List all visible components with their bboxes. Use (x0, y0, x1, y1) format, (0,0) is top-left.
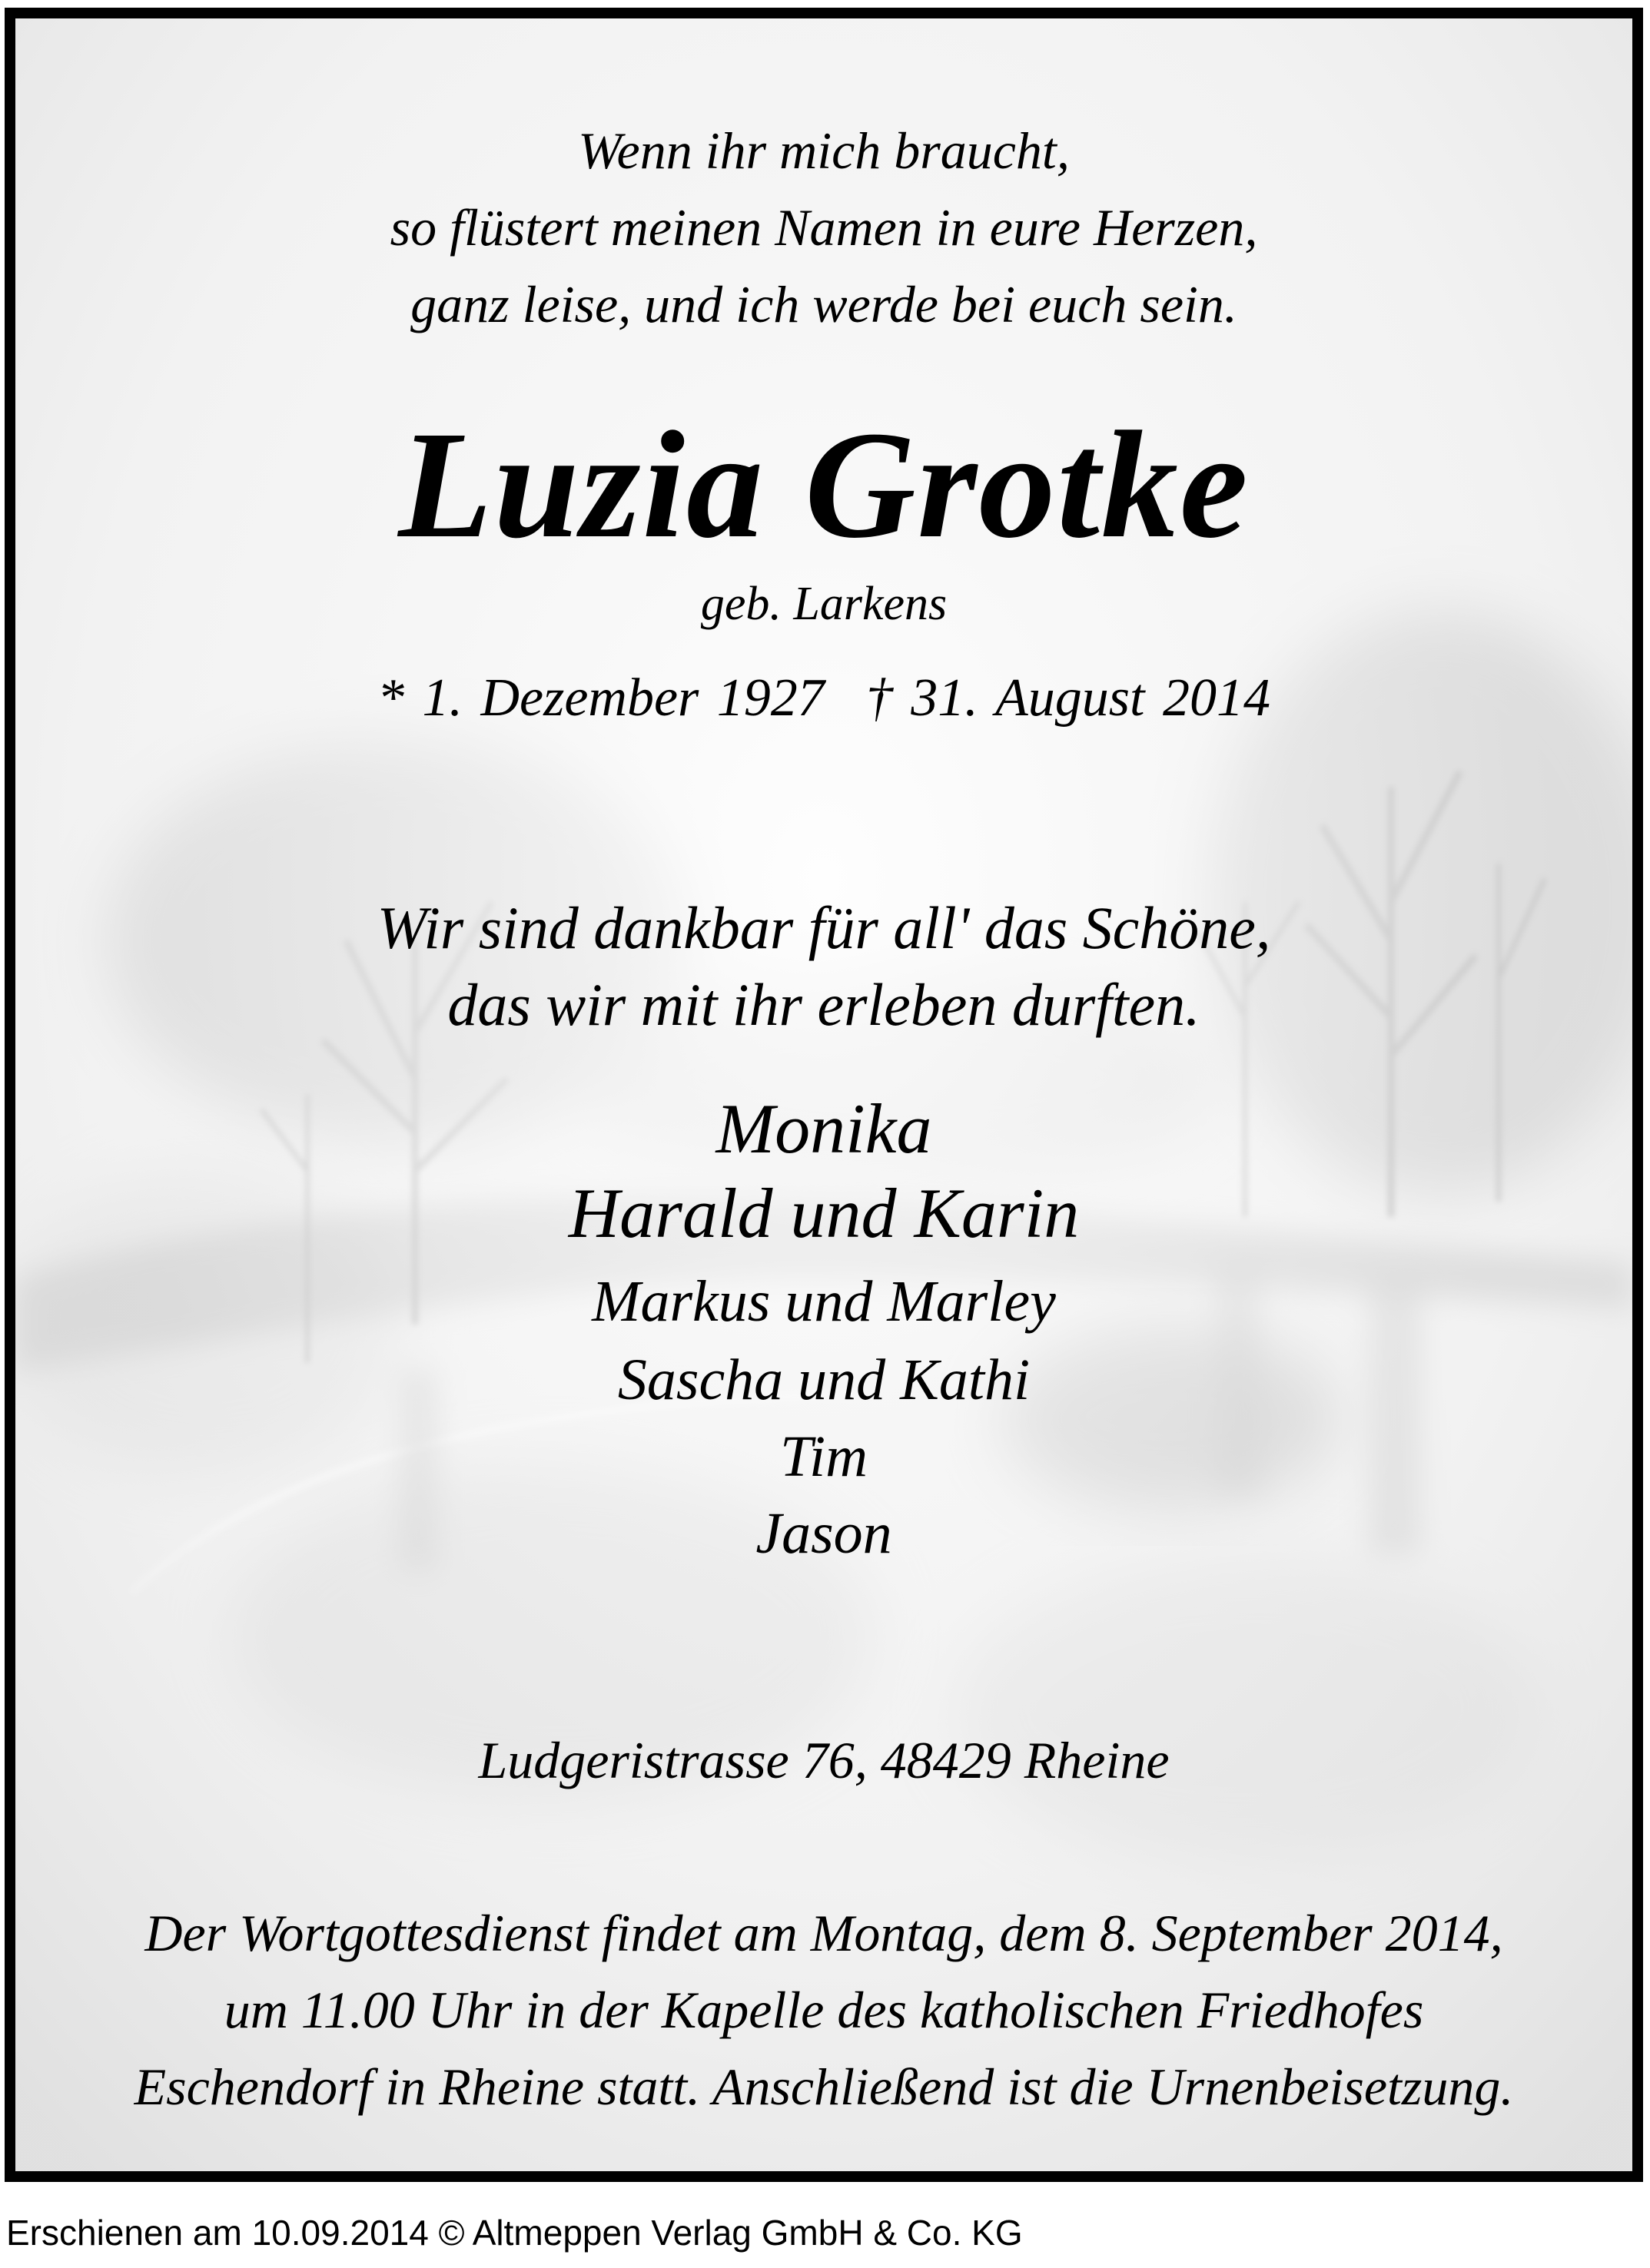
obituary-notice (5, 8, 1643, 2182)
life-dates (15, 664, 1632, 733)
motto-line-1: Wenn ihr mich braucht, (578, 121, 1070, 180)
family-member-6: Jason (755, 1501, 892, 1566)
service-line-2: um 11.00 Uhr in der Kapelle des katholischen Friedhofes (224, 1981, 1424, 2039)
family-member-5: Tim (779, 1424, 868, 1489)
service-line-3: Eschendorf in Rheine statt. Anschließend ist die Urnenbeisetzung. (134, 2057, 1514, 2116)
address: Ludgeristrasse 76, 48429 Rheine (478, 1731, 1170, 1789)
family-member-3: Markus und Marley (592, 1269, 1056, 1334)
family-member-4: Sascha und Kathi (617, 1348, 1031, 1412)
family-member-2: Harald und Karin (568, 1174, 1080, 1252)
thanks-line-2: das wir mit ihr erleben durften. (447, 971, 1200, 1038)
maiden-name: geb. Larkens (700, 578, 948, 630)
notice-text (15, 18, 1632, 2171)
family-member-1: Monika (715, 1089, 932, 1168)
service-line-1: Der Wortgottesdienst findet am Montag, dem 8. September 2014, (144, 1904, 1503, 1962)
motto-line-2: so flüstert meinen Namen in eure Herzen, (390, 198, 1258, 257)
deceased-name: Luzia Grotke (398, 400, 1250, 570)
thanks-line-1: Wir sind dankbar für all' das Schöne, (377, 894, 1271, 961)
publication-credit: Erschienen am 10.09.2014 © Altmeppen Verlag GmbH & Co. KG (6, 2213, 1023, 2253)
death-date: † 31. August 2014 (865, 668, 1270, 728)
birth-date: * 1. Dezember 1927 (377, 668, 825, 728)
motto-line-3: ganz leise, und ich werde bei euch sein. (410, 275, 1237, 333)
